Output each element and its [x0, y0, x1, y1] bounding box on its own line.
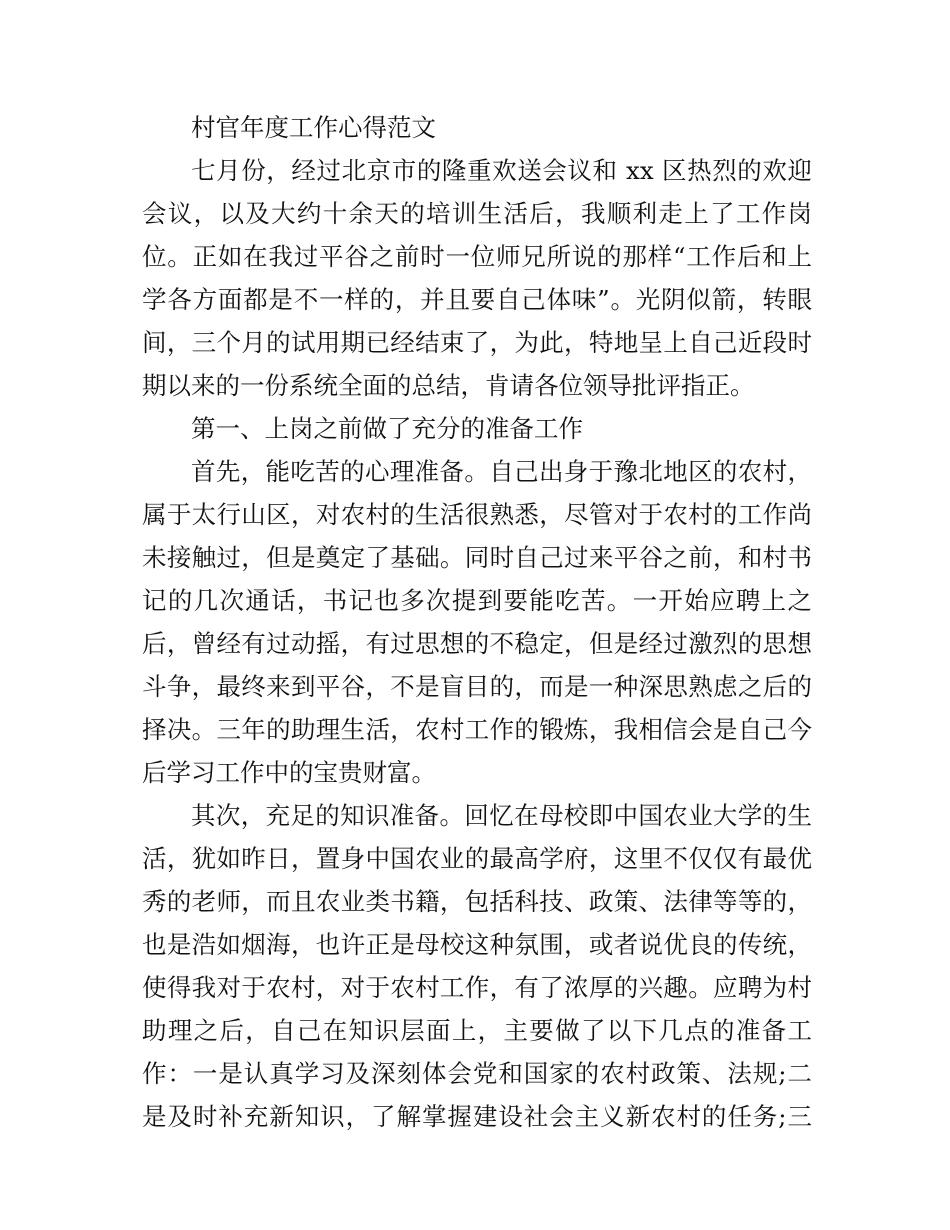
paragraph-line: 首先，能吃苦的心理准备。自己出身于豫北地区的农村， [191, 457, 812, 486]
paragraph-line: 会议，以及大约十余天的培训生活后，我顺利走上了工作岗 [142, 199, 812, 228]
paragraph-line: 后学习工作中的宝贵财富。 [142, 758, 436, 787]
paragraph-line: 斗争，最终来到平谷，不是盲目的，而是一种深思熟虑之后的 [142, 672, 812, 701]
paragraph-line: 助理之后，自己在知识层面上，主要做了以下几点的准备工 [142, 1016, 812, 1045]
paragraph-line: 位。正如在我过平谷之前时一位师兄所说的那样“工作后和上 [142, 242, 812, 271]
paragraph-line: 学各方面都是不一样的，并且要自己体味”。光阴似箭，转眼 [142, 285, 812, 314]
paragraph-line: 未接触过，但是奠定了基础。同时自己过来平谷之前，和村书 [142, 543, 812, 572]
paragraph-line: 间，三个月的试用期已经结束了，为此，特地呈上自己近段时 [142, 328, 812, 357]
paragraph-line: 期以来的一份系统全面的总结，肯请各位领导批评指正。 [142, 371, 755, 400]
paragraph-line: 其次，充足的知识准备。回忆在母校即中国农业大学的生 [191, 801, 812, 830]
paragraph-line: 记的几次通话，书记也多次提到要能吃苦。一开始应聘上之 [142, 586, 812, 615]
paragraph-line: 属于太行山区，对农村的生活很熟悉，尽管对于农村的工作尚 [142, 500, 812, 529]
paragraph-line: 择决。三年的助理生活，农村工作的锻炼，我相信会是自己今 [142, 715, 812, 744]
paragraph-line: 也是浩如烟海，也许正是母校这种氛围，或者说优良的传统， [142, 930, 812, 959]
paragraph-line: 使得我对于农村，对于农村工作，有了浓厚的兴趣。应聘为村 [142, 973, 812, 1002]
paragraph-line: 七月份，经过北京市的隆重欢送会议和 xx 区热烈的欢迎 [191, 156, 812, 185]
paragraph-line: 后，曾经有过动摇，有过思想的不稳定，但是经过激烈的思想 [142, 629, 812, 658]
paragraph-line: 活，犹如昨日，置身中国农业的最高学府，这里不仅仅有最优 [142, 844, 812, 873]
document-title: 村官年度工作心得范文 [191, 113, 436, 142]
paragraph-line: 作：一是认真学习及深刻体会党和国家的农村政策、法规;二 [142, 1059, 812, 1088]
paragraph-line: 是及时补充新知识，了解掌握建设社会主义新农村的任务;三 [142, 1102, 812, 1131]
section-heading: 第一、上岗之前做了充分的准备工作 [191, 414, 583, 443]
paragraph-line: 秀的老师，而且农业类书籍，包括科技、政策、法律等等的， [142, 887, 812, 916]
